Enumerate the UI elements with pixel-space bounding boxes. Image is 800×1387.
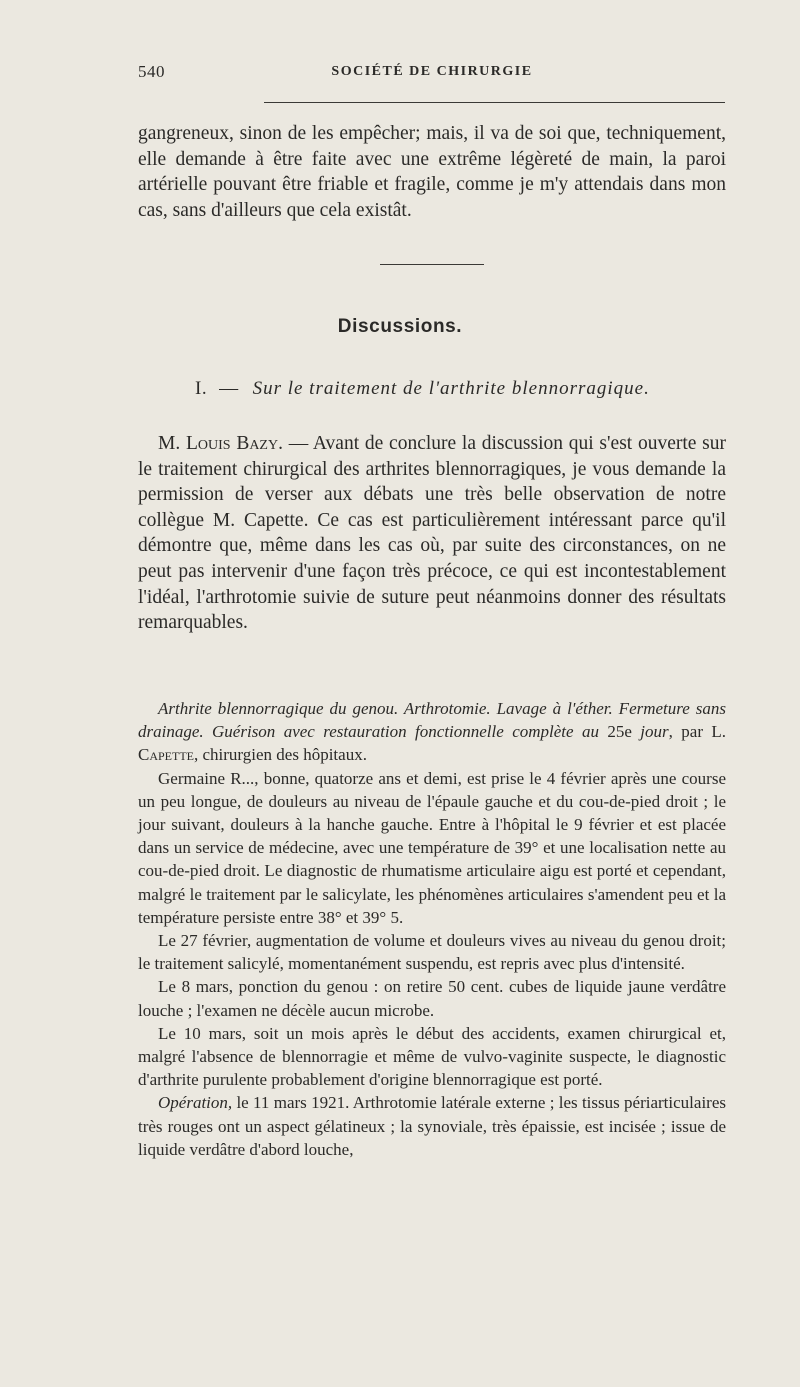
intro-paragraph: gangreneux, sinon de les empêcher; mais, il va de soi que, techniquement, elle demande à être faite avec une extrême légèreté de main, la paroi artérielle pouvant être friable et fragile, comme je m'y attendais dans mon cas, sans d'ailleurs que cela existât.	[138, 123, 726, 221]
speaker-name: Louis Bazy.	[185, 433, 283, 454]
observation-title-by: , par L.	[668, 722, 727, 742]
observation-author: Capette	[138, 745, 194, 765]
header-rule	[264, 102, 725, 103]
bazy-text: — Avant de conclure la discussion qui s'est ouverte sur le traitement chirurgical des arthrites blennorragiques, je vous demande la permission de verser aux débats une très belle observation de notre collègue M. Capette. Ce cas est particulièrement intéressant parce qu'il démontre que, même dans les cas où, par suite des circonstances, on ne peut pas intervenir d'une façon très précoce, ce qui est incontestablement l'idéal, l'arthrotomie suivie de suture peut néanmoins donner des résultats remarquables.	[138, 433, 727, 634]
operation-paragraph	[138, 1091, 726, 1161]
page-number: 540	[138, 62, 165, 81]
observation-title-day: 25e	[607, 722, 632, 742]
observation-paragraph: Le 10 mars, soit un mois après le début des accidents, examen chirurgical et, malgré l'absence de blennorragie et même de vulvo-vaginite suspecte, le diagnostic d'arthrite purulente probablement d'origine blennorragique est porté.	[138, 1023, 726, 1090]
speaker-prefix: M.	[158, 433, 181, 454]
observation-author-role: , chirurgien des hôpitaux.	[194, 745, 367, 765]
subsection-heading	[195, 378, 650, 400]
intro-block	[138, 121, 726, 223]
observation-title	[138, 697, 726, 767]
bazy-paragraph	[138, 431, 726, 636]
operation-label: Opération,	[158, 1093, 233, 1113]
section-separator	[380, 264, 484, 265]
running-title: SOCIÉTÉ DE CHIRURGIE	[331, 64, 533, 79]
subsection-title: Sur le traitement de l'arthrite blennorragique.	[252, 378, 650, 399]
observation-title-day-suffix: jour	[631, 722, 669, 742]
bazy-block	[138, 431, 726, 636]
observation-block	[138, 697, 726, 1161]
subsection-dash: —	[219, 378, 239, 399]
observation-paragraph: Germaine R..., bonne, quatorze ans et demi, est prise le 4 février après une course un peu longue, de douleurs au niveau de l'épaule gauche et du cou-de-pied droit ; le jour suivant, douleurs à la hanche gauche. Entre à l'hôpital le 9 février et est placée dans un service de médecine, avec une température de 39° et une localisation nette au cou-de-pied droit. Le diagnostic de rhumatisme articulaire aigu est porté et cependant, malgré le traitement par le salicylate, les phénomènes articulaires s'amendent peu et la température persiste entre 38° et 39° 5.	[138, 768, 726, 927]
observation-title-italic: Arthrite blennorragique du genou. Arthrotomie. Lavage à l'éther. Fermeture sans drainage. Guérison avec restauration fonctionnelle complète au	[138, 699, 726, 742]
subsection-number: I.	[195, 378, 208, 399]
observation-paragraph: Le 27 février, augmentation de volume et douleurs vives au niveau du genou droit; le traitement salicylé, momentanément suspendu, est repris avec plus d'intensité.	[138, 931, 726, 974]
page-header	[138, 62, 726, 86]
observation-paragraph: Le 8 mars, ponction du genou : on retire 50 cent. cubes de liquide jaune verdâtre louche ; l'examen ne décèle aucun microbe.	[138, 977, 726, 1020]
section-title: Discussions.	[337, 316, 463, 337]
operation-text: le 11 mars 1921. Arthrotomie latérale externe ; les tissus périarticulaires très rouges ont un aspect gélatineux ; la synoviale, très épaissie, est incisée ; issue de liquide verdâtre d'abord louche,	[138, 1093, 726, 1159]
